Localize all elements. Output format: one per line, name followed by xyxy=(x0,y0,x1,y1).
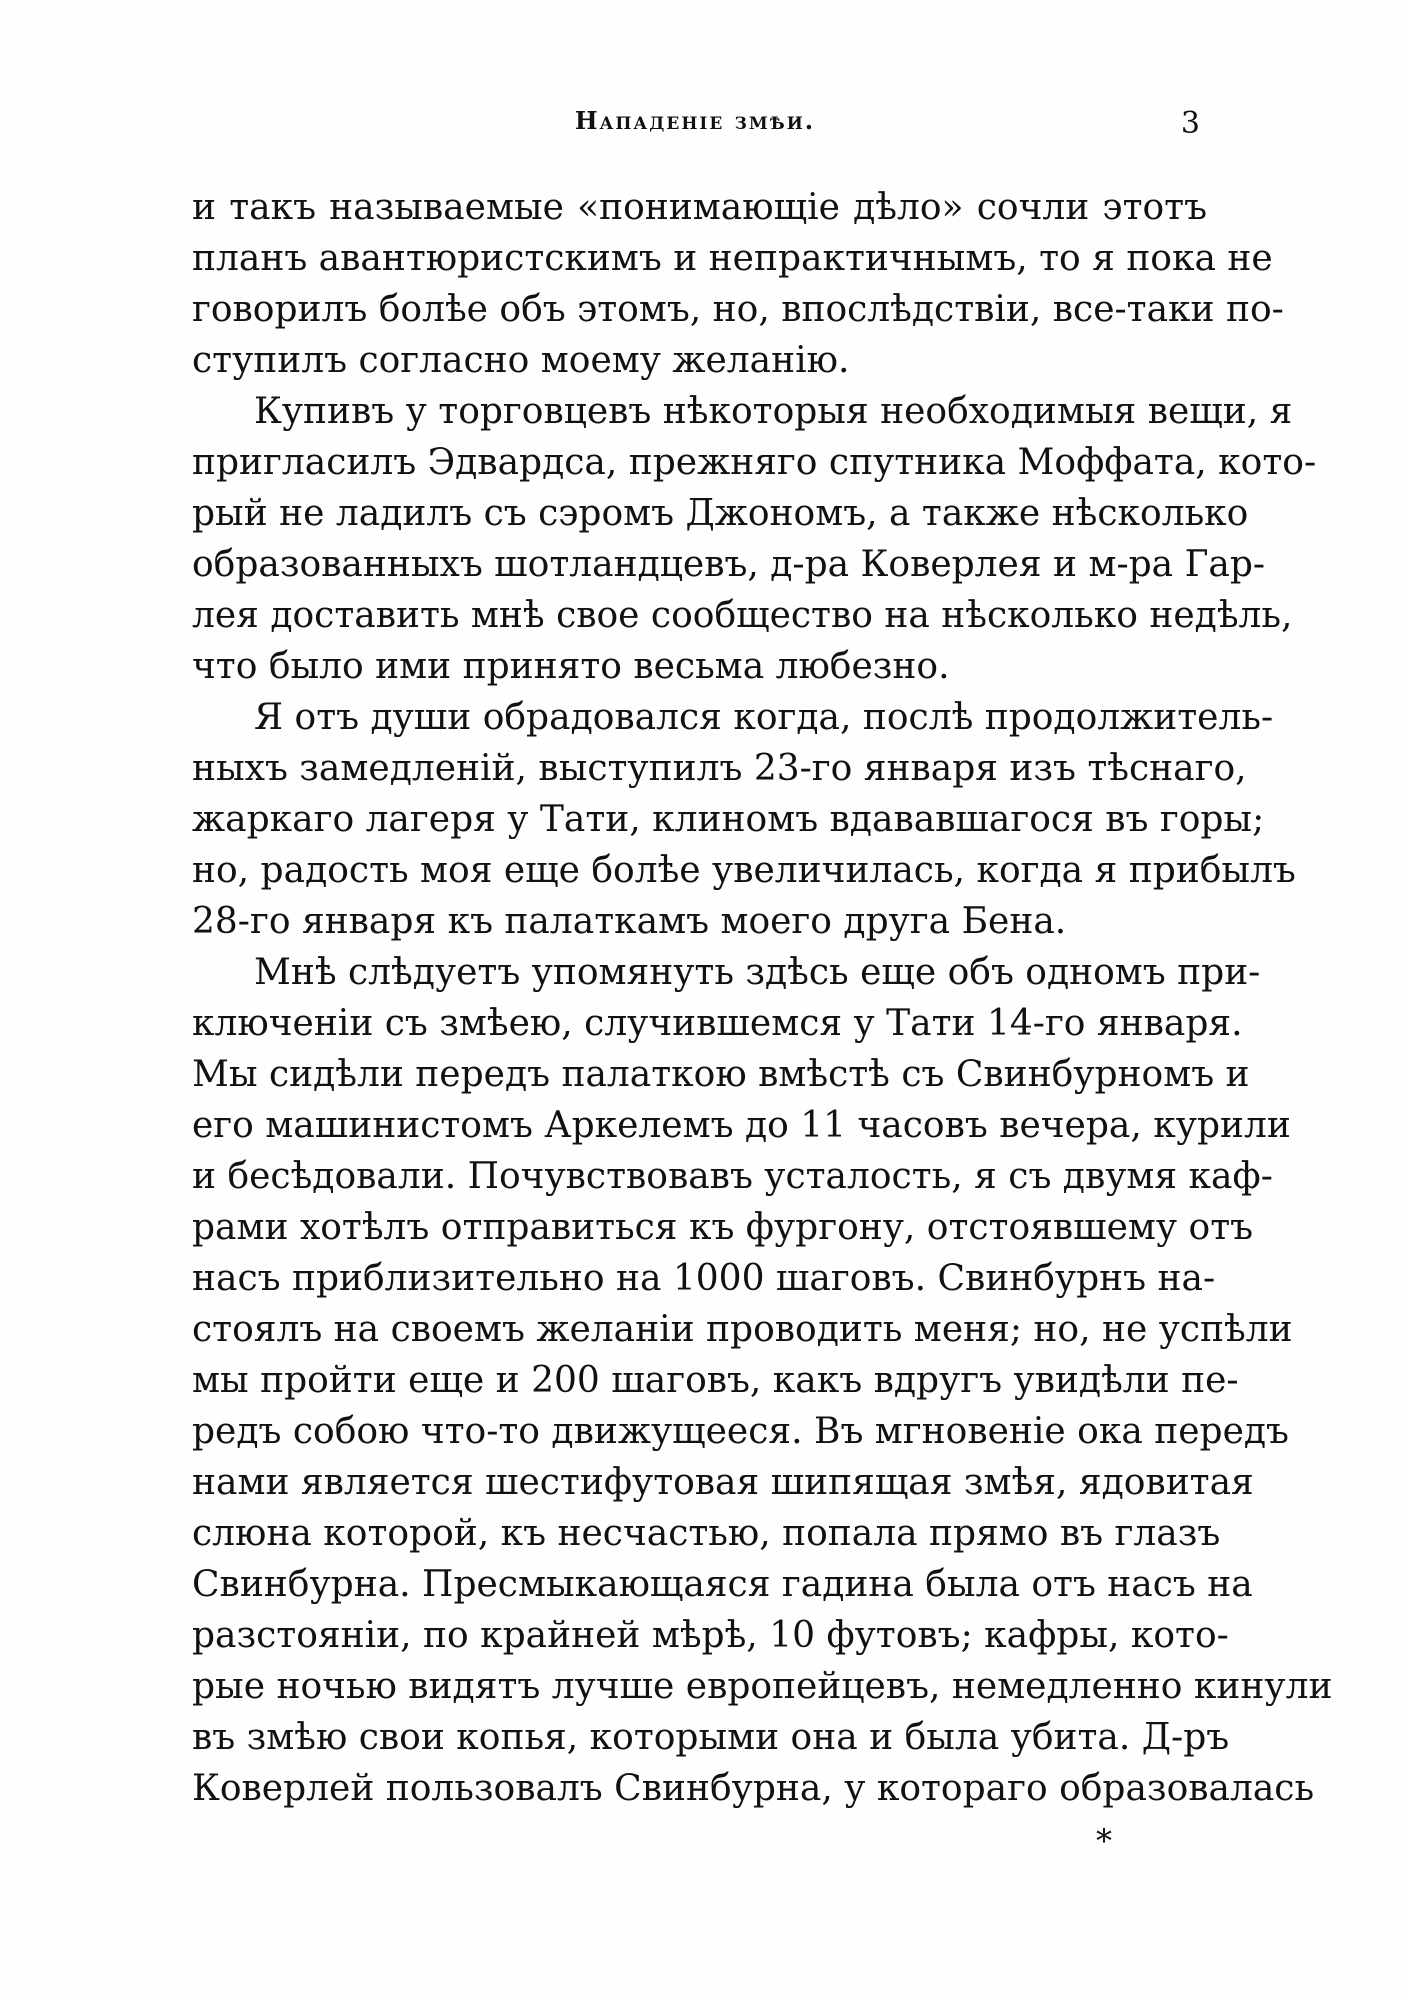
text-line: жаркаго лагеря у Тати, клиномъ вдававшагося въ горы; xyxy=(192,799,1265,840)
running-title: Нападеніе змѣи. xyxy=(574,106,816,135)
text-line: слюна которой, къ несчастью, попала прямо въ глазъ xyxy=(192,1513,1221,1554)
text-line: говорилъ болѣе объ этомъ, но, впослѣдствіи, все-таки по- xyxy=(192,289,1284,330)
text-line: рый не ладилъ съ сэромъ Джономъ, а также нѣсколько xyxy=(192,493,1249,534)
text-line: образованныхъ шотландцевъ, д-ра Коверлея и м-ра Гар- xyxy=(192,544,1266,585)
text-line: Свинбурна. Пресмыкающаяся гадина была отъ насъ на xyxy=(192,1564,1253,1605)
text-line: Купивъ у торговцевъ нѣкоторыя необходимыя вещи, я xyxy=(254,391,1293,432)
text-line: лея доставить мнѣ свое сообщество на нѣсколько недѣль, xyxy=(192,595,1293,636)
body-text xyxy=(192,182,1333,1814)
text-line: Коверлей пользовалъ Свинбурна, у котораго образовалась xyxy=(192,1768,1315,1809)
text-line: что было ими принято весьма любезно. xyxy=(192,646,950,687)
text-line: стоялъ на своемъ желаніи проводить меня; но, не успѣли xyxy=(192,1309,1293,1350)
text-line: пригласилъ Эдвардса, прежняго спутника Моффата, кото- xyxy=(192,442,1317,483)
text-line: мы пройти еще и 200 шаговъ, какъ вдругъ увидѣли пе- xyxy=(192,1360,1239,1401)
text-line: но, радость моя еще болѣе увеличилась, когда я прибылъ xyxy=(192,850,1296,891)
text-line: и такъ называемые «понимающіе дѣло» сочли этотъ xyxy=(192,187,1207,228)
text-line: его машинистомъ Аркелемъ до 11 часовъ вечера, курили xyxy=(192,1105,1291,1146)
text-line: Я отъ души обрадовался когда, послѣ продолжитель- xyxy=(254,697,1274,738)
text-line: ныхъ замедленій, выступилъ 23-го января изъ тѣснаго, xyxy=(192,748,1247,789)
text-line: 28-го января къ палаткамъ моего друга Бена. xyxy=(192,901,1067,942)
page-number: 3 xyxy=(1180,106,1200,141)
signature-mark: * xyxy=(1096,1822,1112,1860)
text-line: насъ приблизительно на 1000 шаговъ. Свинбурнъ на- xyxy=(192,1258,1216,1299)
text-line: ключеніи съ змѣею, случившемся у Тати 14-го января. xyxy=(192,1003,1243,1044)
text-line: планъ авантюристскимъ и непрактичнымъ, то я пока не xyxy=(192,238,1273,279)
page-header xyxy=(190,106,1200,146)
text-line: нами является шестифутовая шипящая змѣя, ядовитая xyxy=(192,1462,1254,1503)
text-line: разстояніи, по крайней мѣрѣ, 10 футовъ; кафры, кото- xyxy=(192,1615,1229,1656)
text-line: въ змѣю свои копья, которыми она и была убита. Д-ръ xyxy=(192,1717,1230,1758)
text-line: Мы сидѣли передъ палаткою вмѣстѣ съ Свинбурномъ и xyxy=(192,1054,1250,1095)
text-line: Мнѣ слѣдуетъ упомянуть здѣсь еще объ одномъ при- xyxy=(254,952,1261,993)
text-line: рами хотѣлъ отправиться къ фургону, отстоявшему отъ xyxy=(192,1207,1254,1248)
text-line: и бесѣдовали. Почувствовавъ усталость, я съ двумя каф- xyxy=(192,1156,1273,1197)
text-line: ступилъ согласно моему желанію. xyxy=(192,340,850,381)
text-line: редъ собою что-то движущееся. Въ мгновеніе ока передъ xyxy=(192,1411,1289,1452)
text-line: рые ночью видятъ лучше европейцевъ, немедленно кинули xyxy=(192,1666,1333,1707)
